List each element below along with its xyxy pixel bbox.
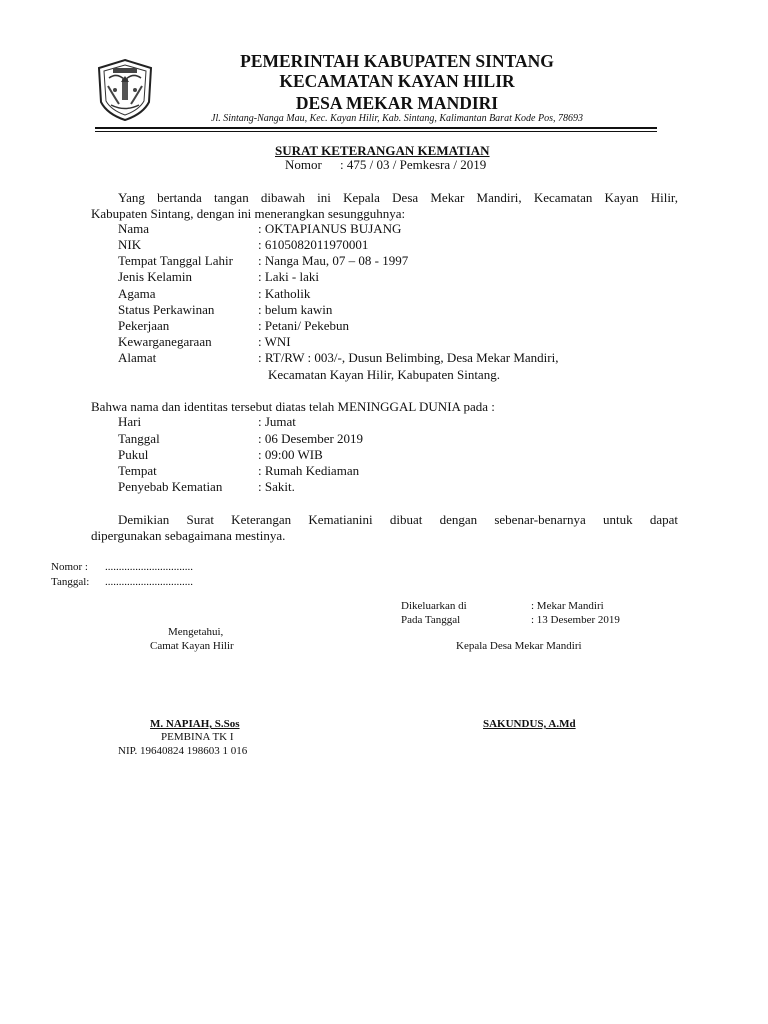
issued-date-label: Pada Tanggal	[401, 614, 461, 626]
field-value: : 06 Desember 2019	[258, 431, 364, 446]
field-value: : Petani/ Pekebun	[258, 318, 349, 333]
field-value: : 09:00 WIB	[258, 447, 323, 462]
village-title: DESA MEKAR MANDIRI	[295, 93, 499, 113]
field-label: Agama	[118, 286, 156, 301]
field-value: : RT/RW : 003/-, Dusun Belimbing, Desa Mekar Mandiri,	[258, 350, 559, 365]
letter-number-label: Nomor	[285, 157, 322, 172]
field-label: Alamat	[118, 350, 157, 365]
field-value: : Nanga Mau, 07 – 08 - 1997	[258, 253, 409, 268]
government-title: PEMERINTAH KABUPATEN SINTANG	[240, 51, 554, 71]
field-value: : WNI	[258, 334, 291, 349]
field-label: Pukul	[118, 447, 149, 462]
field-label: Status Perkawinan	[118, 302, 215, 317]
field-value: : Sakit.	[258, 479, 295, 494]
letter-title: SURAT KETERANGAN KEMATIAN	[275, 143, 490, 158]
intro-line-1: Yang bertanda tangan dibawah ini Kepala Desa Mekar Mandiri, Kecamatan Kayan Hilir,	[118, 190, 678, 205]
field-label: Tempat Tanggal Lahir	[118, 253, 233, 268]
left-signer-nip: NIP. 19640824 198603 1 016	[118, 745, 248, 757]
left-signer-name: M. NAPIAH, S.Sos	[150, 718, 240, 730]
field-label: Penyebab Kematian	[118, 479, 223, 494]
register-date-label: Tanggal:	[51, 576, 90, 588]
intro-line-2: Kabupaten Sintang, dengan ini menerangkan sesungguhnya:	[91, 206, 406, 221]
field-value: : 6105082011970001	[258, 237, 369, 252]
issued-place-label: Dikeluarkan di	[401, 600, 467, 612]
left-signer-title-2: Camat Kayan Hilir	[150, 640, 234, 652]
field-value: : OKTAPIANUS BUJANG	[258, 221, 402, 236]
right-signer-name: SAKUNDUS, A.Md	[483, 718, 576, 730]
closing-line-2: dipergunakan sebagaimana mestinya.	[91, 528, 286, 543]
right-signer-title: Kepala Desa Mekar Mandiri	[456, 640, 582, 652]
register-number-dots: ................................	[105, 561, 193, 573]
left-signer-rank: PEMBINA TK I	[161, 731, 234, 743]
issued-date-value: : 13 Desember 2019	[531, 614, 620, 626]
header-divider-thick	[95, 127, 657, 129]
closing-line-1: Demikian Surat Keterangan Kematianini dibuat dengan sebenar-benarnya untuk dapat	[118, 512, 678, 527]
register-number-label: Nomor :	[51, 561, 88, 573]
field-label: Jenis Kelamin	[118, 269, 193, 284]
field-value: : Katholik	[258, 286, 311, 301]
field-value: : Rumah Kediaman	[258, 463, 360, 478]
field-value: : Laki - laki	[258, 269, 320, 284]
field-value: : Jumat	[258, 414, 296, 429]
issued-place-value: : Mekar Mandiri	[531, 600, 604, 612]
letter-number-value: : 475 / 03 / Pemkesra / 2019	[340, 157, 487, 172]
header-divider-thin	[95, 131, 657, 132]
left-signer-title-1: Mengetahui,	[168, 626, 224, 638]
field-label: Hari	[118, 414, 142, 429]
field-label: Nama	[118, 221, 150, 236]
field-value: : belum kawin	[258, 302, 333, 317]
field-label: NIK	[118, 237, 142, 252]
address-continuation: Kecamatan Kayan Hilir, Kabupaten Sintang.	[268, 367, 500, 382]
office-address: Jl. Sintang-Nanga Mau, Kec. Kayan Hilir, Kab. Sintang, Kalimantan Barat Kode Pos, 78693	[211, 113, 583, 124]
regency-emblem-logo	[95, 58, 155, 122]
field-label: Tanggal	[118, 431, 160, 446]
field-label: Kewarganegaraan	[118, 334, 212, 349]
field-label: Pekerjaan	[118, 318, 170, 333]
register-date-dots: ................................	[105, 576, 193, 588]
death-statement: Bahwa nama dan identitas tersebut diatas telah MENINGGAL DUNIA pada :	[91, 399, 495, 414]
district-title: KECAMATAN KAYAN HILIR	[279, 71, 515, 91]
field-label: Tempat	[118, 463, 157, 478]
